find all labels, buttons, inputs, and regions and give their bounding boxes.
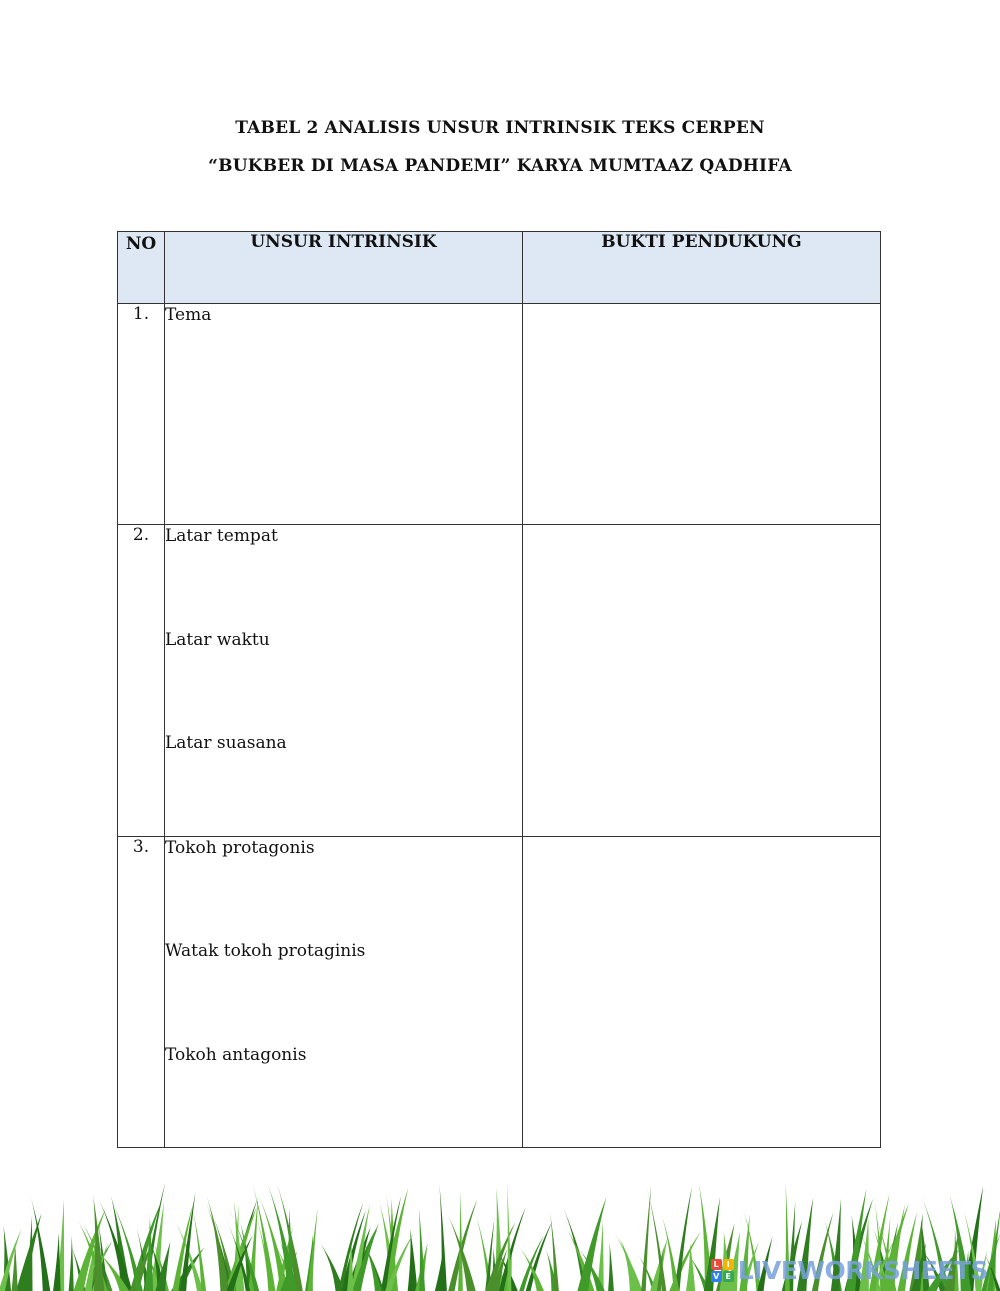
- unsur-cell: [165, 304, 523, 525]
- unsur-item-tokoh-antagonis: Tokoh antagonis: [165, 1044, 307, 1065]
- grass-blade: [686, 1243, 695, 1291]
- unsur-item-latar-suasana: Latar suasana: [165, 733, 287, 753]
- unsur-item-tokoh-protagonis: Tokoh protagonis: [165, 837, 315, 858]
- row-number: 1.: [118, 304, 165, 525]
- bukti-cell[interactable]: [523, 525, 881, 837]
- header-unsur-intrinsik: UNSUR INTRINSIK: [165, 232, 523, 304]
- grass-blade: [93, 1196, 104, 1291]
- grass-blade: [0, 1229, 22, 1291]
- grass-blade: [69, 1235, 74, 1291]
- bukti-input-tema[interactable]: [523, 304, 880, 524]
- header-no: NO: [118, 232, 165, 304]
- table-row: [118, 304, 881, 525]
- logo-letter: V: [711, 1271, 722, 1282]
- watermark-text: LIVEWORKSHEETS: [737, 1256, 988, 1285]
- liveworksheets-logo-icon: [711, 1259, 734, 1282]
- logo-letter: L: [711, 1259, 722, 1270]
- table-header-row: [118, 232, 881, 304]
- table-row: [118, 525, 881, 837]
- unsur-cell: [165, 525, 523, 837]
- grass-blade: [419, 1207, 425, 1291]
- title-line-2: “BUKBER DI MASA PANDEMI” KARYA MUMTAAZ QADHIFA: [208, 156, 792, 176]
- grass-blade: [448, 1199, 477, 1291]
- grass-blade: [207, 1196, 229, 1291]
- header-bukti-pendukung: BUKTI PENDUKUNG: [523, 232, 881, 304]
- bukti-input-latar[interactable]: [523, 525, 880, 836]
- grass-blade: [408, 1229, 418, 1291]
- unsur-item-latar-waktu: Latar waktu: [165, 629, 270, 650]
- row-number: 3.: [118, 836, 165, 1148]
- logo-letter: I: [723, 1259, 734, 1270]
- unsur-item-watak-tokoh: Watak tokoh protaginis: [165, 941, 366, 961]
- grass-blade: [608, 1243, 614, 1291]
- grass-blade: [308, 1208, 318, 1291]
- unsur-cell: [165, 836, 523, 1148]
- liveworksheets-watermark: [711, 1256, 988, 1285]
- table-row: [118, 836, 881, 1148]
- bukti-cell[interactable]: [523, 304, 881, 525]
- bukti-cell[interactable]: [523, 836, 881, 1148]
- grass-blade: [53, 1233, 60, 1291]
- unsur-item-tema: Tema: [165, 305, 212, 325]
- unsur-item-latar-tempat: Latar tempat: [165, 526, 278, 546]
- title-line-1: TABEL 2 ANALISIS UNSUR INTRINSIK TEKS CERPEN: [235, 118, 765, 138]
- grass-blade: [619, 1238, 640, 1291]
- logo-letter: E: [723, 1271, 734, 1282]
- grass-blade: [507, 1182, 511, 1291]
- row-number: 2.: [118, 525, 165, 837]
- analysis-table: [117, 231, 881, 1148]
- bukti-input-tokoh[interactable]: [523, 837, 880, 1148]
